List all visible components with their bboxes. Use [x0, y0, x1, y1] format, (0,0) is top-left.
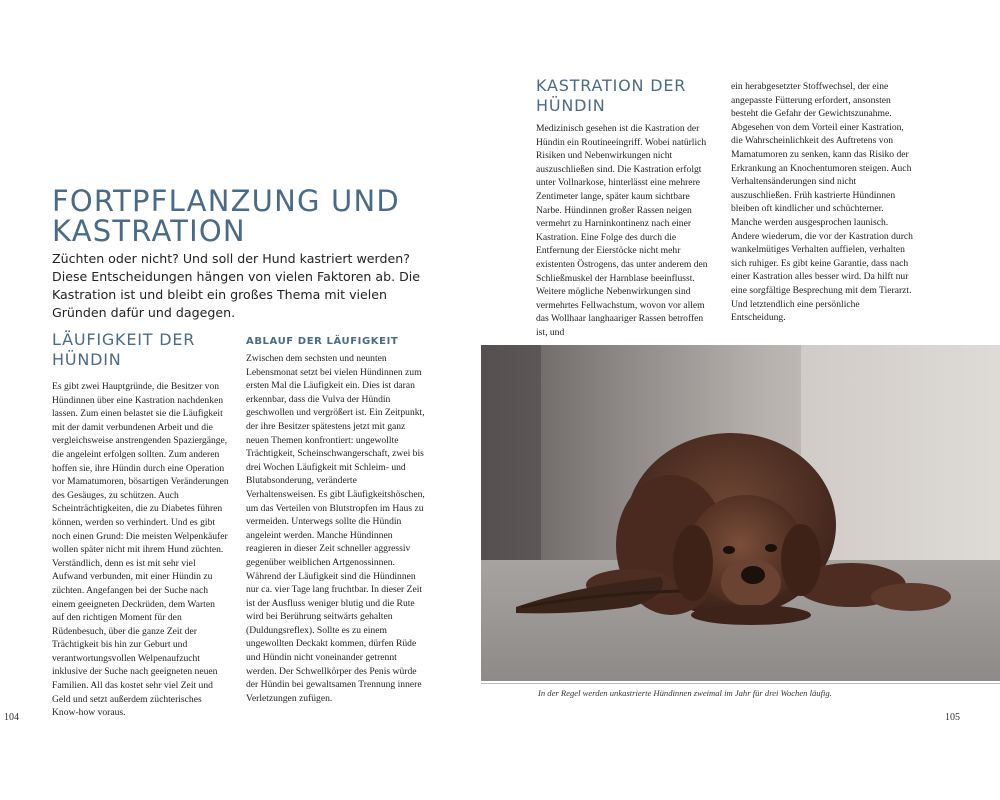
page-number-right: 105: [945, 712, 960, 723]
dog-photo: [481, 345, 1000, 681]
photo-caption: In der Regel werden unkastrierte Hündinnen zweimal im Jahr für drei Wochen läufig.: [538, 688, 832, 698]
section-heading-line-2: HÜNDIN: [536, 96, 606, 115]
body-column-3: Medizinisch gesehen ist die Kastration der Hündin ein Routineeingriff. Wobei natürlich Risiken und Nebenwirkungen nicht auszuschließen sind. Die Kastration erfolgt unter Vollnarkose, hinterlässt eine mehrere Zentimeter lange, später kaum sichtbare Narbe. Hündinnen großer Rassen neigen vermehrt zu Harninkontinenz nach einer Kastration. Eine Folge des durch die Entfernung der Eierstöcke nicht mehr existenten Östrogens, das unter anderem den Schließmuskel der Harnblase beeinflusst. Weitere mögliche Nebenwirkungen sind vermehrtes Fellwachstum, wovon vor allem das Wollhaar langhaariger Rassen betroffen ist, und: [536, 123, 708, 338]
caption-rule: [481, 683, 1000, 684]
page-title-line-1: FORTPFLANZUNG UND: [52, 184, 400, 218]
subheading-ablauf: ABLAUF DER LÄUFIGKEIT: [246, 336, 399, 347]
page-number-left: 104: [4, 712, 19, 723]
section-heading-kastration: [536, 76, 726, 116]
section-heading-line-2: HÜNDIN: [52, 350, 122, 369]
section-heading-line-1: KASTRATION DER: [536, 76, 687, 95]
page-title: [52, 186, 432, 246]
page-title-line-2: KASTRATION: [52, 214, 246, 248]
body-column-2: Zwischen dem sechsten und neunten Lebensmonat setzt bei vielen Hündinnen zum ersten Mal die Läufigkeit ein. Dies ist daran erkennbar, dass die Vulva der Hündin geschwollen und vergrößert ist. Ein Zeitpunkt, der ihre Besitzer spätestens jetzt mit ganz neuen Themen konfrontiert: ungewollte Trächtigkeit, Scheinschwangerschaft, zwei bis drei Wochen Läufigkeit mit Schleim- und Blutabsonderung, veränderte Verhaltensweisen. Es gibt Läufigkeitshöschen, um das Verteilen von Blutstropfen im Haus zu vermeiden. Unterwegs sollte die Hündin angeleint werden. Manche Hündinnen reagieren in dieser Zeit schneller aggressiv gegenüber weiblichen Artgenossinnen. Während der Läufigkeit sind die Hündinnen nur ca. vier Tage lang fruchtbar. In dieser Zeit ist der Ausfluss weniger blutig und die Rute wird bei Berührung seitwärts gehalten (Duldungsreflex). Sollte es zu einem ungewollten Deckakt kommen, dürfen Rüde und Hündin nicht voneinander getrennt werden. Der Schwellkörper des Penis würde der Hündin bei gewaltsamen Trennung innere Verletzungen zufügen.: [246, 353, 425, 704]
body-column-1: Es gibt zwei Hauptgründe, die Besitzer von Hündinnen über eine Kastration nachdenken lassen. Zum einen belastet sie die Läufigkeit mit der damit verbundenen Arbeit und die vergleichsweise anstrengenden Spaziergänge, die angeleint erfolgen sollten. Zum anderen hoffen sie, ihre Hündin durch eine Operation vor Mamatumoren, bösartigen Veränderungen des Gesäuges, zu schützen. Auch Scheinträchtigkeiten, die zu Diabetes führen können, werden so verhindert. Und es gibt noch einen Grund: Die meisten Welpenkäufer wollen später nicht mit ihrem Hund züchten. Verständlich, denn es ist mit sehr viel Aufwand verbunden, mit einer Hündin zu züchten. Angefangen bei der Suche nach einem geeigneten Deckrüden, dem Warten auf den richtigen Moment für den Rüdenbesuch, über die ganze Zeit der Trächtigkeit bis hin zur Geburt und verantwortungsvollen Welpenaufzucht inklusive der Suche nach geeigneten neuen Familien. All das kostet sehr viel Zeit und Geld und setzt außerdem züchterisches Know-how voraus.: [52, 381, 229, 719]
intro-paragraph: Züchten oder nicht? Und soll der Hund kastriert werden? Diese Entscheidungen hängen von vielen Faktoren ab. Die Kastration ist und bleibt ein großes Thema mit vielen Gründen dafür und dagegen.: [52, 251, 421, 320]
body-column-4: ein herabgesetzter Stoffwechsel, der eine angepasste Fütterung erfordert, ansonsten besteht die Gefahr der Gewichtszunahme. Abgesehen von dem Vorteil einer Kastration, die Wahrscheinlichkeit des Auftretens von Mamatumoren zu senken, kann das Risiko der Erkrankung an Knochentumoren steigen. Auch Verhaltensänderungen sind nicht auszuschließen. Früh kastrierte Hündinnen bleiben oft kindlicher und schüchterner. Manche werden ausgesprochen launisch. Andere wiederum, die vor der Kastration durch wankelmütiges Verhalten auffielen, verhalten sich ruhiger. Es gibt keine Garantie, dass nach einer Kastration alles besser wird. Da hilft nur eine sorgfältige Besprechung mit dem Tierarzt. Und letztendlich eine persönliche Entscheidung.: [731, 81, 913, 324]
section-heading-line-1: LÄUFIGKEIT DER: [52, 330, 196, 349]
section-heading-laeufigkeit: [52, 330, 242, 370]
